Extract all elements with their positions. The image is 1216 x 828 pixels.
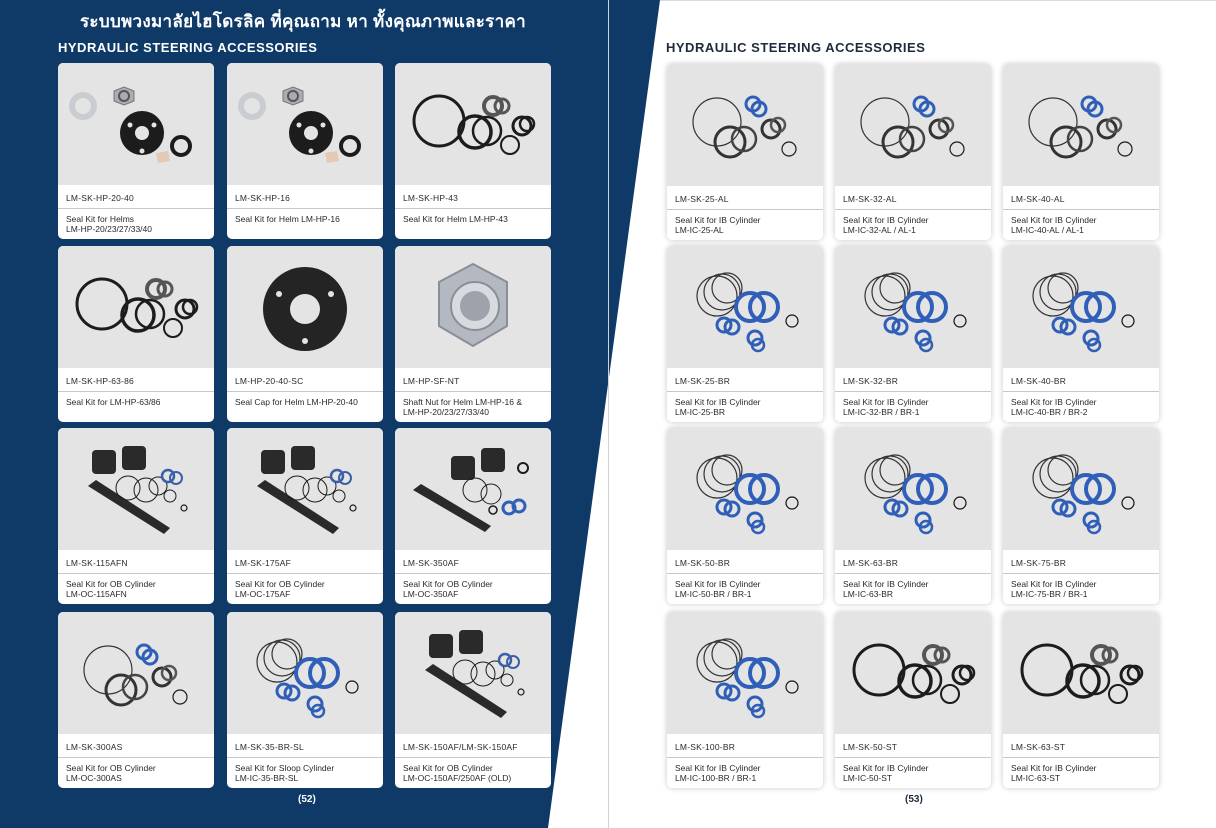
product-card xyxy=(395,63,551,239)
product-card xyxy=(1003,612,1159,788)
product-code: LM-SK-50-ST xyxy=(843,742,898,752)
left-page-number: (52) xyxy=(298,794,316,805)
product-card xyxy=(227,63,383,239)
product-code: LM-SK-25-BR xyxy=(675,376,731,386)
product-photo xyxy=(667,612,823,734)
product-description: Seal Kit for IB Cylinder LM-IC-32-AL / AL-1 xyxy=(843,215,929,235)
product-description: Seal Kit for Helms LM-HP-20/23/27/33/40 xyxy=(66,214,152,234)
product-description: Seal Kit for IB Cylinder LM-IC-32-BR / BR-1 xyxy=(843,397,929,417)
product-code: LM-SK-32-AL xyxy=(843,194,897,204)
divider xyxy=(58,573,214,574)
product-code: LM-SK-150AF/LM-SK-150AF xyxy=(403,742,518,752)
product-description: Seal Kit for Sloop Cylinder LM-IC-35-BR-SL xyxy=(235,763,335,783)
product-card xyxy=(395,246,551,422)
product-description: Seal Kit for LM-HP-63/86 xyxy=(66,397,161,407)
product-code: LM-SK-35-BR-SL xyxy=(235,742,304,752)
right-page-number: (53) xyxy=(905,794,923,805)
product-photo xyxy=(667,64,823,186)
product-description: Seal Kit for Helm LM-HP-16 xyxy=(235,214,340,224)
product-photo xyxy=(227,428,383,550)
product-card xyxy=(395,428,551,604)
divider xyxy=(667,757,823,758)
product-code: LM-SK-25-AL xyxy=(675,194,729,204)
product-photo xyxy=(667,246,823,368)
book-spine xyxy=(608,0,609,828)
product-photo xyxy=(667,428,823,550)
product-description: Seal Kit for OB Cylinder LM-OC-350AF xyxy=(403,579,493,599)
product-description: Seal Kit for Helm LM-HP-43 xyxy=(403,214,508,224)
product-photo xyxy=(58,246,214,368)
product-photo xyxy=(835,612,991,734)
product-code: LM-SK-HP-20-40 xyxy=(66,193,134,203)
product-description: Seal Kit for OB Cylinder LM-OC-115AFN xyxy=(66,579,156,599)
product-description: Seal Kit for OB Cylinder LM-OC-150AF/250AF (OLD) xyxy=(403,763,512,783)
thai-headline: ระบบพวงมาลัยไฮโดรลิค ที่คุณถาม หา ทั้งคุณภาพและราคา xyxy=(80,12,526,31)
right-section-title: HYDRAULIC STEERING ACCESSORIES xyxy=(666,40,926,55)
divider xyxy=(227,208,383,209)
product-code: LM-SK-HP-43 xyxy=(403,193,459,203)
divider xyxy=(58,757,214,758)
divider xyxy=(835,391,991,392)
product-photo xyxy=(835,246,991,368)
product-card xyxy=(58,63,214,239)
divider xyxy=(395,573,551,574)
left-section-title: HYDRAULIC STEERING ACCESSORIES xyxy=(58,40,318,55)
product-card xyxy=(227,612,383,788)
divider xyxy=(667,209,823,210)
product-card xyxy=(58,246,214,422)
product-card xyxy=(58,612,214,788)
product-code: LM-SK-40-AL xyxy=(1011,194,1065,204)
product-description: Seal Kit for OB Cylinder LM-OC-300AS xyxy=(66,763,156,783)
divider xyxy=(395,208,551,209)
product-code: LM-SK-350AF xyxy=(403,558,460,568)
product-photo xyxy=(227,246,383,368)
product-card xyxy=(1003,428,1159,604)
divider xyxy=(58,208,214,209)
product-code: LM-SK-32-BR xyxy=(843,376,899,386)
product-card xyxy=(667,428,823,604)
product-card xyxy=(835,64,991,240)
product-card xyxy=(1003,246,1159,422)
product-code: LM-SK-HP-63-86 xyxy=(66,376,134,386)
product-card xyxy=(835,428,991,604)
product-card xyxy=(395,612,551,788)
product-photo xyxy=(395,612,551,734)
divider xyxy=(835,573,991,574)
product-code: LM-SK-100-BR xyxy=(675,742,736,752)
product-photo xyxy=(1003,612,1159,734)
product-card xyxy=(667,246,823,422)
product-description: Seal Kit for IB Cylinder LM-IC-50-ST xyxy=(843,763,929,783)
product-description: Seal Kit for OB Cylinder LM-OC-175AF xyxy=(235,579,325,599)
product-card xyxy=(667,64,823,240)
product-description: Shaft Nut for Helm LM-HP-16 & LM-HP-20/23/27/33/40 xyxy=(403,397,523,417)
product-description: Seal Kit for IB Cylinder LM-IC-25-AL xyxy=(675,215,761,235)
product-description: Seal Kit for IB Cylinder LM-IC-63-BR xyxy=(843,579,929,599)
product-code: LM-SK-40-BR xyxy=(1011,376,1067,386)
product-description: Seal Kit for IB Cylinder LM-IC-25-BR xyxy=(675,397,761,417)
product-photo xyxy=(835,428,991,550)
product-photo xyxy=(227,612,383,734)
divider xyxy=(1003,209,1159,210)
divider xyxy=(227,573,383,574)
divider xyxy=(1003,757,1159,758)
product-code: LM-SK-63-BR xyxy=(843,558,899,568)
divider xyxy=(835,209,991,210)
product-code: LM-HP-SF-NT xyxy=(403,376,460,386)
divider xyxy=(1003,573,1159,574)
product-photo xyxy=(395,246,551,368)
divider xyxy=(667,391,823,392)
product-description: Seal Kit for IB Cylinder LM-IC-50-BR / BR-1 xyxy=(675,579,761,599)
product-photo xyxy=(395,428,551,550)
divider xyxy=(835,757,991,758)
product-photo xyxy=(1003,64,1159,186)
product-code: LM-SK-63-ST xyxy=(1011,742,1066,752)
product-photo xyxy=(1003,246,1159,368)
product-photo xyxy=(395,63,551,185)
product-code: LM-SK-50-BR xyxy=(675,558,731,568)
product-card xyxy=(835,246,991,422)
divider xyxy=(667,573,823,574)
product-card xyxy=(58,428,214,604)
divider xyxy=(395,757,551,758)
product-code: LM-SK-HP-16 xyxy=(235,193,291,203)
divider xyxy=(58,391,214,392)
product-code: LM-SK-300AS xyxy=(66,742,123,752)
product-card xyxy=(1003,64,1159,240)
product-code: LM-SK-175AF xyxy=(235,558,292,568)
product-card xyxy=(835,612,991,788)
product-description: Seal Cap for Helm LM-HP-20-40 xyxy=(235,397,358,407)
product-card xyxy=(227,246,383,422)
product-photo xyxy=(835,64,991,186)
product-card xyxy=(227,428,383,604)
product-description: Seal Kit for IB Cylinder LM-IC-75-BR / BR-1 xyxy=(1011,579,1097,599)
product-photo xyxy=(58,63,214,185)
product-code: LM-SK-115AFN xyxy=(66,558,128,568)
product-code: LM-HP-20-40-SC xyxy=(235,376,304,386)
product-code: LM-SK-75-BR xyxy=(1011,558,1067,568)
product-description: Seal Kit for IB Cylinder LM-IC-40-BR / BR-2 xyxy=(1011,397,1097,417)
divider xyxy=(227,757,383,758)
product-photo xyxy=(58,612,214,734)
divider xyxy=(395,391,551,392)
product-photo xyxy=(58,428,214,550)
product-description: Seal Kit for IB Cylinder LM-IC-63-ST xyxy=(1011,763,1097,783)
product-description: Seal Kit for IB Cylinder LM-IC-100-BR / BR-1 xyxy=(675,763,761,783)
product-description: Seal Kit for IB Cylinder LM-IC-40-AL / AL-1 xyxy=(1011,215,1097,235)
product-card xyxy=(667,612,823,788)
product-photo xyxy=(1003,428,1159,550)
divider xyxy=(1003,391,1159,392)
divider xyxy=(227,391,383,392)
product-photo xyxy=(227,63,383,185)
